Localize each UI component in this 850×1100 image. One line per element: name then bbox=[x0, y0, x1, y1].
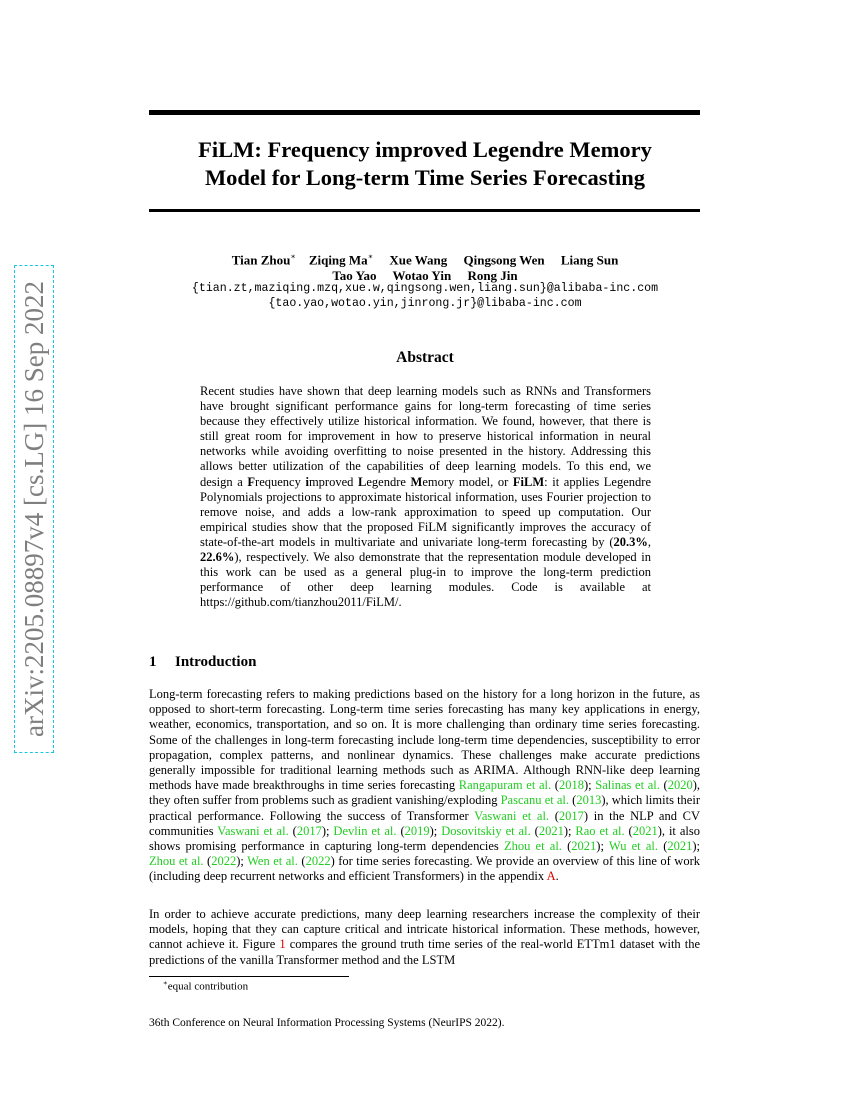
body-text: ( bbox=[203, 854, 212, 869]
abstract-text: emory model, or bbox=[422, 474, 513, 489]
body-text: ( bbox=[658, 839, 668, 854]
citation-link[interactable]: 2021 bbox=[538, 823, 564, 838]
abstract-text: : it applies Legendre Polynomials projections to approximate historical information, uses Fourier projection to remove noise, and adds a low-rank approximation to speed up computation. Our empirical studies show that the proposed FiLM significantly improves the accuracy of state-of-the-art models in multivariate and univariate long-term forecasting by ( bbox=[200, 474, 651, 549]
acronym-letter: F bbox=[247, 474, 256, 489]
citation-link[interactable]: 2017 bbox=[296, 823, 322, 838]
conference-note: 36th Conference on Neural Information Processing Systems (NeurIPS 2022). bbox=[149, 1017, 505, 1029]
citation-link[interactable]: 2022 bbox=[211, 854, 237, 869]
body-text: ); bbox=[236, 854, 248, 869]
citation-link[interactable]: 2022 bbox=[305, 854, 331, 869]
abstract-heading: Abstract bbox=[396, 349, 454, 366]
result-multivariate: 20.3% bbox=[613, 534, 648, 549]
author-name: Xue Wang bbox=[389, 252, 448, 268]
author-name: Tian Zhou bbox=[231, 252, 291, 268]
body-text: ), they often suffer from problems such as gradient vanishing/exploding bbox=[149, 778, 700, 808]
body-text: ( bbox=[551, 778, 559, 793]
body-text: ); bbox=[583, 778, 596, 793]
abstract-body bbox=[200, 384, 651, 610]
footnote-mark: ∗ bbox=[163, 979, 168, 987]
title-rule-bottom bbox=[149, 209, 700, 212]
citation-link[interactable]: 2021 bbox=[632, 823, 658, 838]
author-name: Tao Yao bbox=[332, 268, 377, 284]
body-text: ); bbox=[429, 823, 442, 838]
abstract-text: ), respectively. We also demonstrate that the representation module developed in this work can be used as a general plug-in to improve the long-term prediction performance of other deep learning modules. Code is available at https://github.com/tianzhou2011/FiLM/. bbox=[200, 550, 651, 610]
author-email-1: {tian.zt,maziqing.mzq,xue.w,qingsong.wen,liang.sun}@alibaba-inc.com bbox=[191, 282, 659, 295]
arxiv-stamp bbox=[13, 265, 55, 753]
body-text: ); bbox=[563, 823, 576, 838]
abstract-text: Recent studies have shown that deep learning models such as RNNs and Transformers have brought significant performance gains for long-term forecasting of time series because they effectively utilize historical information. We found, however, that there is still great room for improvement in how to preserve historical information in neural networks while avoiding overfitting to noise presented in the history. Addressing this allows better utilization of the capabilities of deep learning models. To this end, we design a bbox=[200, 384, 651, 489]
body-text: ( bbox=[549, 808, 559, 823]
abstract-text: , bbox=[647, 534, 651, 549]
author-name: Liang Sun bbox=[560, 252, 619, 268]
acronym-letter: L bbox=[358, 474, 367, 489]
title-line-2: Model for Long-term Time Series Forecasting bbox=[204, 165, 646, 190]
body-text: ( bbox=[530, 823, 539, 838]
section-title: Introduction bbox=[175, 654, 257, 670]
citation-link[interactable]: 2017 bbox=[558, 808, 584, 823]
section-number: 1 bbox=[149, 654, 157, 670]
citation-link[interactable]: Rao et al. bbox=[575, 823, 625, 838]
body-text: ( bbox=[624, 823, 633, 838]
body-text: compares the ground truth time series of the real-world ETTm1 dataset with the predictions of the vanilla Transformer method and the LSTM bbox=[149, 937, 700, 967]
section-heading-introduction bbox=[149, 654, 256, 671]
author-mark: ∗ bbox=[367, 252, 374, 261]
citation-link[interactable]: Zhou et al. bbox=[149, 854, 204, 869]
citation-link[interactable]: 2020 bbox=[667, 778, 693, 793]
citation-link[interactable]: Dosovitskiy et al. bbox=[441, 823, 531, 838]
citation-link[interactable]: Rangapuram et al. bbox=[458, 778, 552, 793]
author-email-2: {tao.yao,wotao.yin,jinrong.jr}@libaba-inc.com bbox=[268, 297, 582, 310]
body-text: . bbox=[555, 869, 559, 884]
title-line-1: FiLM: Frequency improved Legendre Memory bbox=[198, 137, 652, 162]
body-text: ( bbox=[659, 778, 668, 793]
abstract-text: requency bbox=[255, 474, 306, 489]
footnote-text: equal contribution bbox=[167, 980, 249, 993]
citation-link[interactable]: Pascanu et al. bbox=[500, 793, 570, 808]
citation-link[interactable]: 2019 bbox=[404, 823, 430, 838]
body-text: ); bbox=[321, 823, 334, 838]
footnote-rule bbox=[149, 976, 349, 977]
author-name: Rong Jin bbox=[467, 268, 518, 284]
acronym-letter: M bbox=[410, 474, 423, 489]
paper-title bbox=[120, 136, 730, 192]
body-text: ), it also shows promising performance in capturing long-term dependencies bbox=[149, 823, 700, 854]
abstract-text: mproved bbox=[308, 474, 358, 489]
body-text: ); bbox=[596, 839, 609, 854]
citation-link[interactable]: Vaswani et al. bbox=[217, 823, 289, 838]
citation-link[interactable]: Wu et al. bbox=[608, 839, 658, 854]
body-text: ( bbox=[288, 823, 297, 838]
cross-reference-link[interactable]: 1 bbox=[279, 937, 286, 952]
body-text: ( bbox=[561, 839, 572, 854]
body-text: ( bbox=[297, 854, 306, 869]
citation-link[interactable]: 2018 bbox=[558, 778, 584, 793]
citation-link[interactable]: 2021 bbox=[571, 839, 597, 854]
author-name: Ziqing Ma bbox=[308, 252, 368, 268]
body-text: ) for time series forecasting. We provide an overview of this line of work (including deep recurrent networks and efficient Transformers) in the appendix bbox=[149, 854, 701, 884]
citation-link[interactable]: Zhou et al. bbox=[503, 839, 562, 854]
author-name: Qingsong Wen bbox=[463, 252, 545, 268]
citation-link[interactable]: 2013 bbox=[576, 793, 602, 808]
citation-link[interactable]: Vaswani et al. bbox=[474, 808, 550, 823]
intro-paragraph-2 bbox=[149, 907, 700, 968]
abstract-text: egendre bbox=[366, 474, 411, 489]
title-rule-top bbox=[149, 110, 700, 115]
body-text: ( bbox=[396, 823, 405, 838]
arxiv-identifier[interactable]: arXiv:2205.08897v4 [cs.LG] 16 Sep 2022 bbox=[14, 265, 54, 753]
body-text: In order to achieve accurate predictions, many deep learning researchers increase the complexity of their models, hoping that they can capture critical and intricate historical information. These methods, however, cannot achieve it. Figure bbox=[149, 907, 700, 952]
intro-paragraph-1 bbox=[149, 687, 700, 885]
cross-reference-link[interactable]: A bbox=[546, 869, 556, 884]
film-acronym: FiLM bbox=[512, 474, 545, 489]
body-text: ); bbox=[692, 839, 700, 854]
footnote bbox=[163, 979, 248, 993]
author-name: Wotao Yin bbox=[392, 268, 452, 284]
citation-link[interactable]: 2021 bbox=[667, 839, 693, 854]
body-text: ( bbox=[569, 793, 577, 808]
citation-link[interactable]: Salinas et al. bbox=[595, 778, 660, 793]
result-univariate: 22.6% bbox=[200, 550, 235, 565]
acronym-letter: i bbox=[305, 474, 309, 489]
author-list bbox=[120, 249, 730, 284]
body-text: Long-term forecasting refers to making predictions based on the history for a long horizon in the future, as opposed to short-term forecasting. Long-term time series forecasting has many key applications in energy, weather, economics, transportation, and so on. It is more challenging than ordinary time series forecasting. Some of the challenges in long-term forecasting include long-term time dependencies, susceptibility to error propagation, complex patterns, and nonlinear dynamics. These challenges make accurate predictions generally impossible for traditional learning methods such as ARIMA. Although RNN-like deep learning methods have made breakthroughs in time series forecasting bbox=[149, 687, 700, 793]
body-text: ) in the NLP and CV communities bbox=[149, 808, 700, 838]
citation-link[interactable]: Wen et al. bbox=[247, 854, 298, 869]
body-text: ), which limits their practical performance. Following the success of Transformer bbox=[149, 793, 700, 823]
citation-link[interactable]: Devlin et al. bbox=[333, 823, 397, 838]
author-mark: ∗ bbox=[290, 252, 296, 261]
